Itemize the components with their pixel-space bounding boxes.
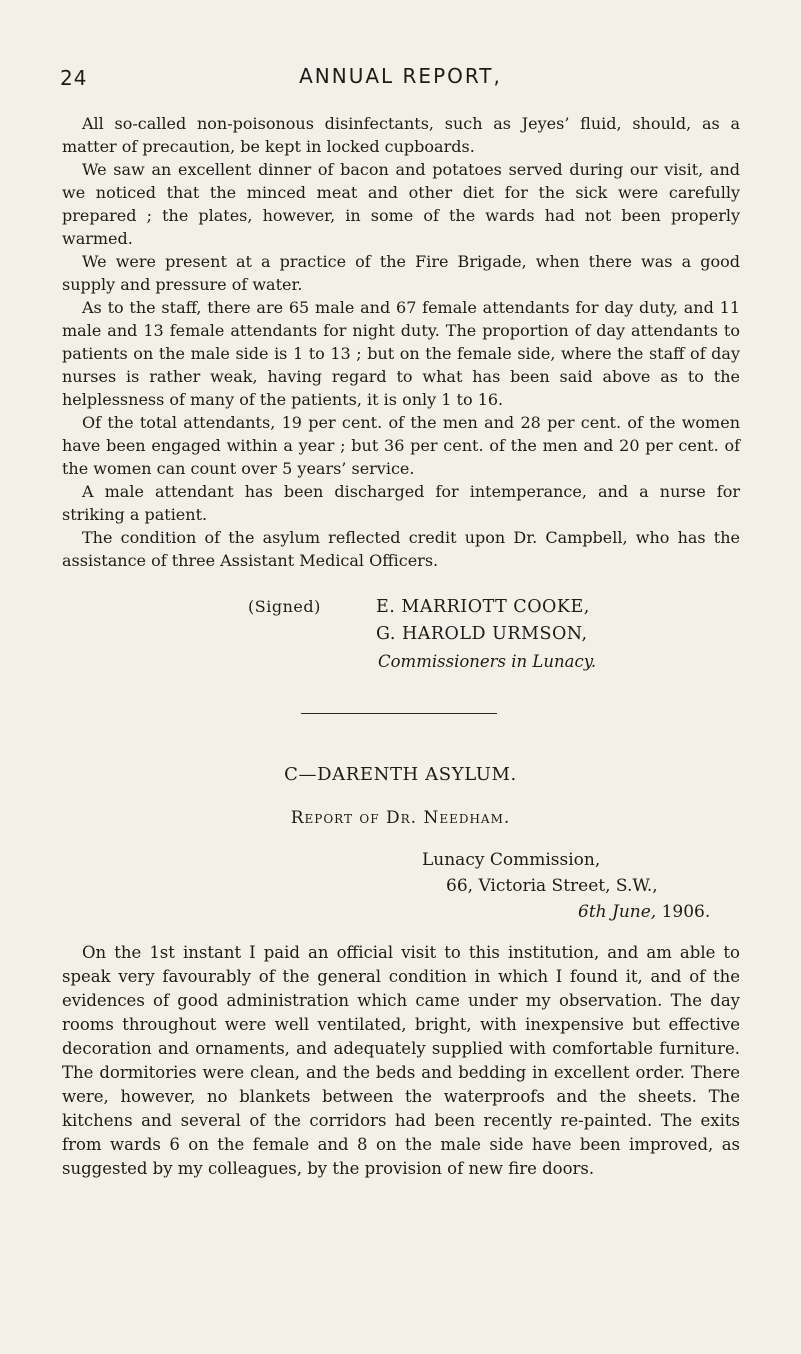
paragraph-visit: On the 1st instant I paid an official visit to this institution, and am able to speak very favourably of the general condition in which I found it, and of the evidences of good administration which came under my observation. The day rooms throughout were well ventilated, bright, with inexpensive but effective decoration and ornaments, and adequately supplied with comfortable furniture. The dormitories were clean, and the beds and bedding in excellent order. There were, however, no blankets between the waterproofs and the sheets. The kitchens and several of the corridors had been recently re-painted. The exits from wards 6 on the female and 8 on the male side have been improved, as suggested by my colleagues, by the provision of new fire doors. — [62, 943, 740, 1178]
running-head — [0, 64, 801, 94]
signatory-urmson: G. HAROLD URMSON, — [376, 624, 588, 644]
address-line-1: Lunacy Commission, — [422, 850, 601, 870]
running-title: ANNUAL REPORT, — [299, 64, 502, 88]
paragraph-fire-brigade: We were present at a practice of the Fire Brigade, when there was a good supply and pressure of water. — [62, 252, 740, 294]
section-subheading: Report of Dr. Needham. — [290, 808, 511, 828]
needham-report-text — [62, 941, 740, 1181]
signed-label: (Signed) — [248, 597, 321, 616]
address-line-2: 66, Victoria Street, S.W., — [446, 876, 658, 896]
page-number: 24 — [60, 66, 88, 90]
section-divider — [301, 713, 497, 714]
paragraph-attendants: Of the total attendants, 19 per cent. of the men and 28 per cent. of the women have been engaged within a year ; but 36 per cent. of the men and 20 per cent. of the women can count over 5 years’ service. — [62, 413, 740, 478]
paragraph-staff: As to the staff, there are 65 male and 67 female attendants for day duty, and 11 male and 13 female attendants for night duty. The proportion of day attendants to patients on the male side is 1 to 13 ; but on the female side, where the staff of day nurses is rather weak, having regard to what has been said above as to the helplessness of many of the patients, it is only 1 to 16. — [62, 298, 740, 409]
date-day-month: 6th June, — [578, 902, 657, 922]
paragraph-dinner: We saw an excellent dinner of bacon and potatoes served during our visit, and we noticed that the minced meat and other diet for the sick were carefully prepared ; the plates, however, in some of the wards had not been properly warmed. — [62, 160, 740, 248]
address-date — [578, 902, 710, 922]
section-heading: C—DARENTH ASYLUM. — [284, 764, 517, 785]
date-year: 1906. — [656, 902, 711, 922]
paragraph-condition: The condition of the asylum reflected credit upon Dr. Campbell, who has the assistance of three Assistant Medical Officers. — [62, 528, 740, 570]
signatory-role: Commissioners in Lunacy. — [378, 652, 597, 671]
signatory-cooke: E. MARRIOTT COOKE, — [376, 597, 590, 617]
commissioners-report-text — [62, 112, 740, 572]
paragraph-disinfectants: All so-called non-poisonous disinfectants, such as Jeyes’ fluid, should, as a matter of precaution, be kept in locked cupboards. — [62, 114, 740, 156]
paragraph-discharge: A male attendant has been discharged for intemperance, and a nurse for striking a patient. — [62, 482, 740, 524]
